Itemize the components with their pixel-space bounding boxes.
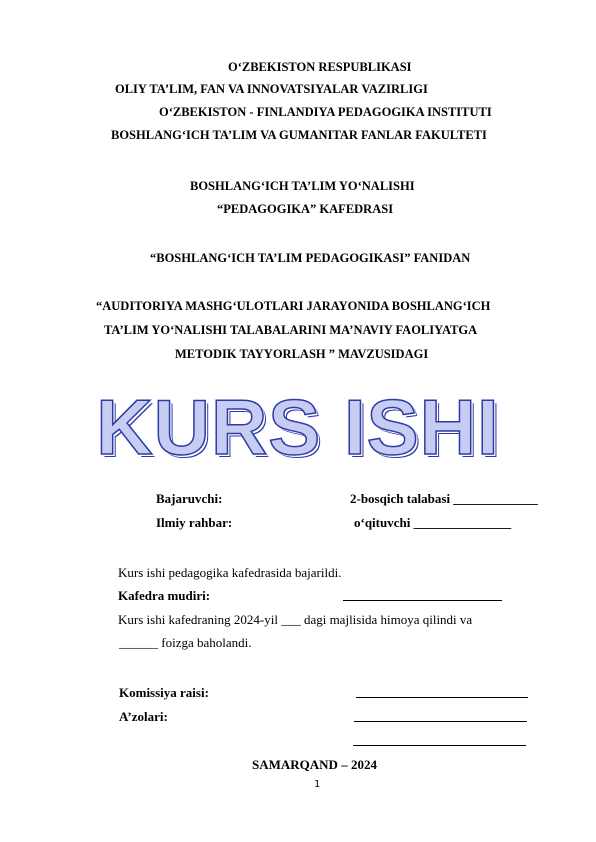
faculty-name: BOSHLANG‘ICH TA’LIM VA GUMANITAR FANLAR FAKULTETI [111, 128, 487, 142]
kurs-ishi-title: KURS ISHI [96, 383, 500, 471]
advisor-label: Ilmiy rahbar: [156, 515, 233, 530]
defense-meeting-text: Kurs ishi kafedraning 2024-yil ___ dagi majlisida himoya qilindi va [118, 612, 473, 627]
topic-line-1: “AUDITORIYA MASHG‘ULOTLARI JARAYONIDA BOSHLANG‘ICH [96, 299, 491, 313]
head-of-department-label: Kafedra mudiri: [118, 588, 211, 603]
department-name: “PEDAGOGIKA” KAFEDRASI [217, 202, 394, 216]
ministry-line-ministry: OLIY TA’LIM, FAN VA INNOVATSIYALAR VAZIRLIGI [115, 82, 428, 96]
direction-name: BOSHLANG‘ICH TA’LIM YO‘NALISHI [190, 179, 415, 193]
city-year: SAMARQAND – 2024 [252, 757, 377, 772]
institute-name: O‘ZBEKISTON - FINLANDIYA PEDAGOGIKA INSTITUTI [159, 105, 492, 119]
head-signature-line [343, 600, 502, 601]
ministry-line-republic: O‘ZBEKISTON RESPUBLIKASI [228, 60, 412, 74]
advisor-value: o‘qituvchi _______________ [354, 515, 512, 530]
commission-chair-label: Komissiya raisi: [119, 685, 209, 700]
chair-signature-line [356, 697, 528, 698]
topic-line-3: METODIK TAYYORLASH ” MAVZUSIDAGI [175, 347, 429, 361]
executor-label: Bajaruvchi: [156, 491, 223, 506]
done-at-text: Kurs ishi pedagogika kafedrasida bajarildi. [118, 565, 342, 580]
executor-value: 2-bosqich talabasi _____________ [350, 491, 538, 506]
member-signature-line-2 [353, 745, 526, 746]
grade-text: ______ foizga baholandi. [119, 635, 252, 650]
commission-members-label: A’zolari: [119, 709, 168, 724]
member-signature-line-1 [354, 721, 527, 722]
topic-line-2: TA’LIM YO‘NALISHI TALABALARINI MA’NAVIY FAOLIYATGA [104, 323, 478, 337]
subject-name: “BOSHLANG‘ICH TA’LIM PEDAGOGIKASI” FANIDAN [150, 251, 471, 265]
page-number: 1 [314, 779, 321, 790]
